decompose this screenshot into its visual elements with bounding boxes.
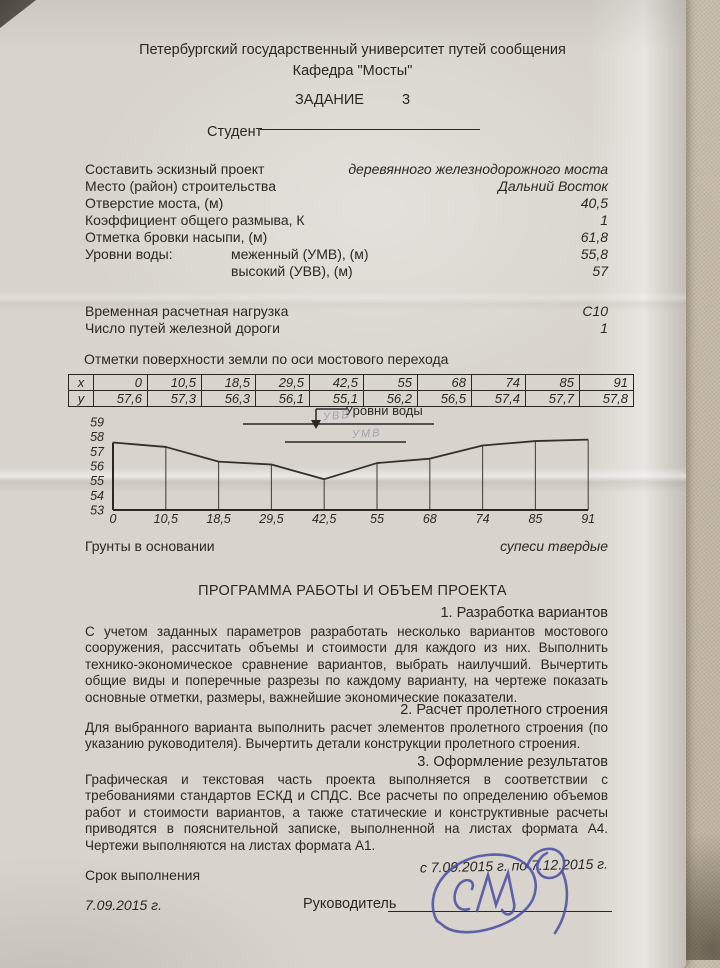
x-tick-label: 74 [475, 512, 490, 526]
load-label: Временная расчетная нагрузка [85, 303, 289, 319]
signature-descender [555, 871, 567, 933]
table-row-y: у 57,6 57,3 56,3 56,1 55,1 56,2 56,5 57,4 57,7 57,8 [69, 391, 634, 407]
table-row-x: х 0 10,5 18,5 29,5 42,5 55 68 74 85 91 [69, 375, 634, 391]
x-tick-label: 10,5 [153, 512, 178, 526]
param-value: 1 [600, 212, 608, 228]
section-body-3: Графическая и текстовая часть проекта выполняется в соответствии с требованиями стандартов ЕСКД и СПДС. Все расчеты по определению объемов работ и стоимости вариантов, а также статические и конструктивные расчеты приводятся в пояснительной записке, выполненной на листах формата А4. Чертежи выполняются на листах формата А1. [85, 772, 608, 853]
param-row [85, 195, 608, 212]
x-tick-label: 18,5 [206, 512, 231, 526]
x-tick-label: 0 [109, 512, 117, 526]
department-title: Кафедра "Мосты" [292, 63, 413, 79]
section-body-2: Для выбранного варианта выполнить расчет элементов пролетного строения (по указанию руководителя). Вычертить детали конструкции пролетного строения. [85, 720, 608, 752]
param-row [85, 161, 608, 178]
y-tick-label: 53 [90, 503, 104, 518]
student-name-line [260, 129, 480, 130]
param-sublabel: меженный (УМВ), (м) [231, 246, 369, 262]
x-tick-label: 55 [370, 512, 384, 526]
param-row [85, 178, 608, 195]
soils-row [85, 538, 608, 555]
param-row [85, 212, 608, 229]
param-sublabel: высокий (УВВ), (м) [231, 263, 353, 279]
signature-oval [433, 855, 536, 933]
handwritten-umv-label: УМВ [351, 426, 382, 442]
param-row [85, 229, 608, 246]
signature-letter-c [455, 880, 473, 910]
param-label: Место (район) строительства [85, 178, 276, 194]
issue-date: 7.09.2015 г. [85, 897, 162, 913]
assignment-heading [60, 92, 645, 108]
param-value: 57 [592, 263, 608, 279]
y-tick-label: 56 [90, 459, 104, 474]
section-heading-1: 1. Разработка вариантов [440, 605, 608, 621]
assignment-number: 3 [401, 92, 411, 108]
row-header-y: у [69, 391, 94, 407]
handwritten-uvv-label: УВВ [322, 408, 352, 424]
param-label: Отметка бровки насыпи, (м) [85, 229, 268, 245]
param-label: Составить эскизный проект [85, 161, 265, 177]
deadline-dates: с 7.09.2015 г. по 7.12.2015 г. [419, 855, 609, 876]
supervisor-label: Руководитель [303, 896, 397, 912]
section-heading-3: 3. Оформление результатов [417, 754, 608, 770]
y-tick-label: 58 [90, 430, 104, 445]
x-tick-label: 29,5 [259, 512, 284, 526]
signature-letter-m [477, 873, 514, 914]
x-tick-label: 42,5 [312, 512, 337, 526]
terrain-profile-line [113, 440, 588, 480]
param-value: 40,5 [580, 195, 608, 211]
param-value: Дальний Восток [498, 178, 608, 194]
param-row [85, 263, 608, 280]
student-label: Студент [207, 124, 263, 140]
load-value: 1 [600, 320, 608, 336]
university-title: Петербургский государственный университет путей сообщения [139, 42, 566, 58]
supervisor-signature [415, 833, 635, 948]
section-heading-2: 2. Расчет пролетного строения [400, 702, 608, 718]
deadline-label: Срок выполнения [85, 867, 201, 883]
row-header-x: х [69, 375, 94, 391]
assignment-label: ЗАДАНИЕ [294, 92, 364, 108]
program-title: ПРОГРАММА РАБОТЫ И ОБЪЕМ ПРОЕКТА [198, 583, 507, 599]
y-tick-label: 57 [90, 444, 104, 459]
load-label: Число путей железной дороги [85, 320, 280, 336]
param-label: Коэффициент общего размыва, К [85, 212, 305, 228]
y-tick-label: 54 [90, 488, 104, 503]
soils-label: Грунты в основании [85, 538, 215, 554]
y-tick-label: 55 [90, 474, 104, 489]
x-tick-label: 85 [528, 512, 543, 526]
section-body-1: С учетом заданных параметров разработать несколько вариантов мостового сооружения, рассчитать объемы и стоимости для каждого из них. Выполнить технико-экономическое сравнение вариантов, выбрать наилучший. Вычертить общие виды и поперечные разрезы по каждому варианту, на чертеже показать основные отметки, размеры, важнейшие экономические показатели. [85, 624, 608, 705]
water-levels-annotation: Уровни воды [345, 403, 423, 418]
y-tick-label: 59 [90, 415, 104, 430]
param-value: 61,8 [580, 229, 608, 245]
load-row [85, 320, 608, 337]
param-value: 55,8 [580, 246, 608, 262]
param-label: Уровни воды: [85, 246, 173, 262]
soils-value: супеси твердые [500, 538, 608, 554]
x-tick-label: 68 [422, 512, 437, 526]
elevation-table-title: Отметки поверхности земли по оси мостового перехода [84, 351, 449, 367]
load-row [85, 303, 608, 320]
param-row [85, 246, 608, 263]
param-label: Отверстие моста, (м) [85, 195, 224, 211]
x-tick-label: 91 [581, 512, 596, 526]
param-value: деревянного железнодорожного моста [348, 161, 608, 177]
load-value: С10 [582, 303, 608, 319]
